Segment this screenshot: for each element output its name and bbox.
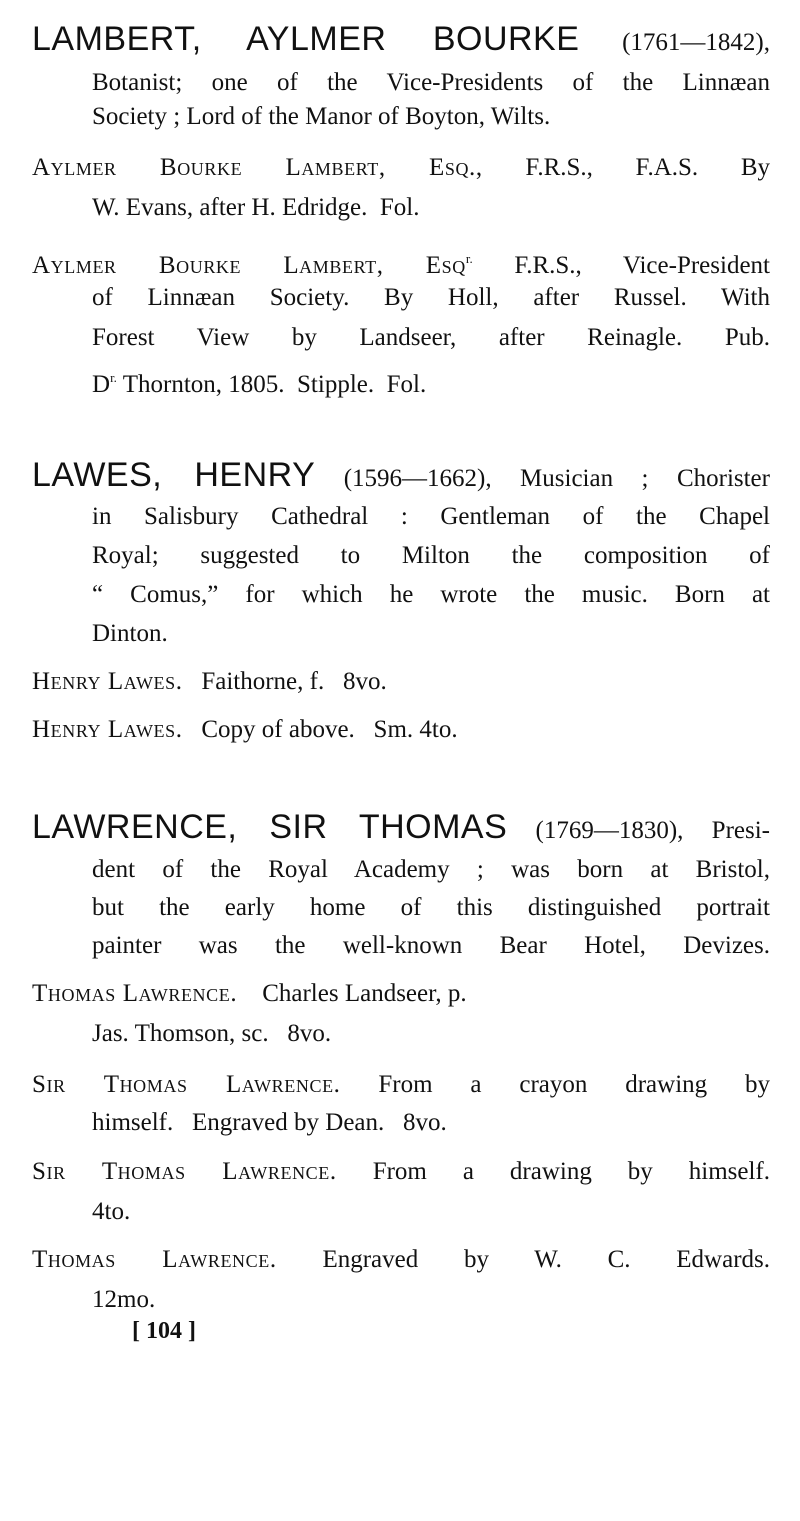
entry-heading-name: LAWES, HENRY — [32, 456, 316, 494]
entry-continuation-line — [92, 281, 770, 317]
entry-continuation-line — [92, 100, 770, 136]
entry-continuation-line — [92, 361, 770, 397]
entry-continuation-line — [92, 321, 770, 357]
text-segment: 12mo. — [92, 1286, 156, 1313]
text-segment: F.R.S., Vice-President — [472, 252, 770, 279]
portrait-title: Henry Lawes. — [32, 668, 183, 695]
text-segment: of Linnæan Society. By Holl, after Russel. With — [92, 284, 770, 311]
entry-first-line — [32, 1155, 770, 1191]
text-segment: Royal; suggested to Milton the composition of — [92, 542, 770, 569]
entry-continuation-line — [92, 929, 770, 965]
entry-continuation-line — [92, 853, 770, 889]
text-segment: in Salisbury Cathedral : Gentleman of the Chapel — [92, 503, 770, 530]
text-segment: (1596—1662), Musician ; Chorister — [315, 465, 770, 492]
portrait-title: Aylmer Bourke Lambert, Esq., — [32, 154, 483, 181]
text-segment: W. Evans, after H. Edridge. Fol. — [92, 194, 420, 221]
entry-continuation-line — [92, 891, 770, 927]
text-segment: himself. Engraved by Dean. 8vo. — [92, 1109, 447, 1136]
entry-continuation-line — [92, 539, 770, 575]
entry-first-line — [32, 977, 770, 1013]
text-segment: Copy of above. Sm. 4to. — [182, 716, 458, 743]
entry-first-line — [32, 1068, 770, 1104]
entry-continuation-line — [92, 66, 770, 102]
entry-first-line — [32, 458, 770, 494]
entry-continuation-line — [92, 1195, 770, 1231]
entry-continuation-line — [92, 500, 770, 536]
text-segment: painter was the well-known Bear Hotel, Devizes. — [92, 932, 770, 959]
text-segment: From a drawing by himself. — [336, 1158, 770, 1185]
superscript: r. — [110, 370, 117, 385]
portrait-title: Henry Lawes. — [32, 716, 183, 743]
text-segment: (1769—1830), Presi- — [507, 817, 770, 844]
entry-continuation-line — [92, 1283, 770, 1319]
entry-heading-name: LAMBERT, AYLMER BOURKE — [32, 20, 580, 58]
portrait-title: Sir Thomas Lawrence. — [32, 1158, 337, 1185]
text-segment: Jas. Thomson, sc. 8vo. — [92, 1020, 332, 1047]
text-segment: Botanist; one of the Vice-Presidents of the Linnæan — [92, 69, 770, 96]
portrait-title: Thomas Lawrence. — [32, 980, 238, 1007]
entry-first-line — [32, 242, 770, 278]
entry-heading-name: LAWRENCE, SIR THOMAS — [32, 808, 508, 846]
text-segment: D — [92, 371, 111, 398]
text-segment: Thornton, 1805. Stipple. Fol. — [116, 371, 427, 398]
entry-first-line — [32, 151, 770, 187]
entry-first-line — [32, 665, 770, 701]
entry-continuation-line — [92, 1017, 770, 1053]
portrait-title: Aylmer Bourke Lambert, Esq — [32, 252, 466, 279]
text-segment: (1761—1842), — [579, 29, 770, 56]
text-segment: but the early home of this distinguished portrait — [92, 894, 770, 921]
superscript: r. — [465, 251, 473, 266]
entry-continuation-line — [92, 617, 770, 653]
page-number: [ 104 ] — [132, 1318, 196, 1344]
text-segment: Forest View by Landseer, after Reinagle. Pub. — [92, 324, 770, 351]
entry-continuation-line — [92, 1106, 770, 1142]
entry-first-line — [32, 22, 770, 58]
text-segment: dent of the Royal Academy ; was born at Bristol, — [92, 856, 770, 883]
text-segment: Engraved by W. C. Edwards. — [276, 1246, 770, 1273]
entry-first-line — [32, 1243, 770, 1279]
entry-continuation-line — [92, 578, 770, 614]
text-segment: F.R.S., F.A.S. By — [482, 154, 770, 181]
text-segment: Dinton. — [92, 620, 168, 647]
entry-continuation-line — [92, 191, 770, 227]
entry-first-line — [32, 713, 770, 749]
text-segment: Charles Landseer, p. — [237, 980, 467, 1007]
text-segment: “ Comus,” for which he wrote the music. Born at — [92, 581, 770, 608]
text-segment: Faithorne, f. 8vo. — [182, 668, 387, 695]
portrait-title: Sir Thomas Lawrence. — [32, 1071, 341, 1098]
portrait-title: Thomas Lawrence. — [32, 1246, 277, 1273]
text-segment: Society ; Lord of the Manor of Boyton, Wilts. — [92, 103, 551, 130]
text-segment: 4to. — [92, 1198, 131, 1225]
entry-first-line — [32, 810, 770, 846]
text-segment: From a crayon drawing by — [340, 1071, 770, 1098]
